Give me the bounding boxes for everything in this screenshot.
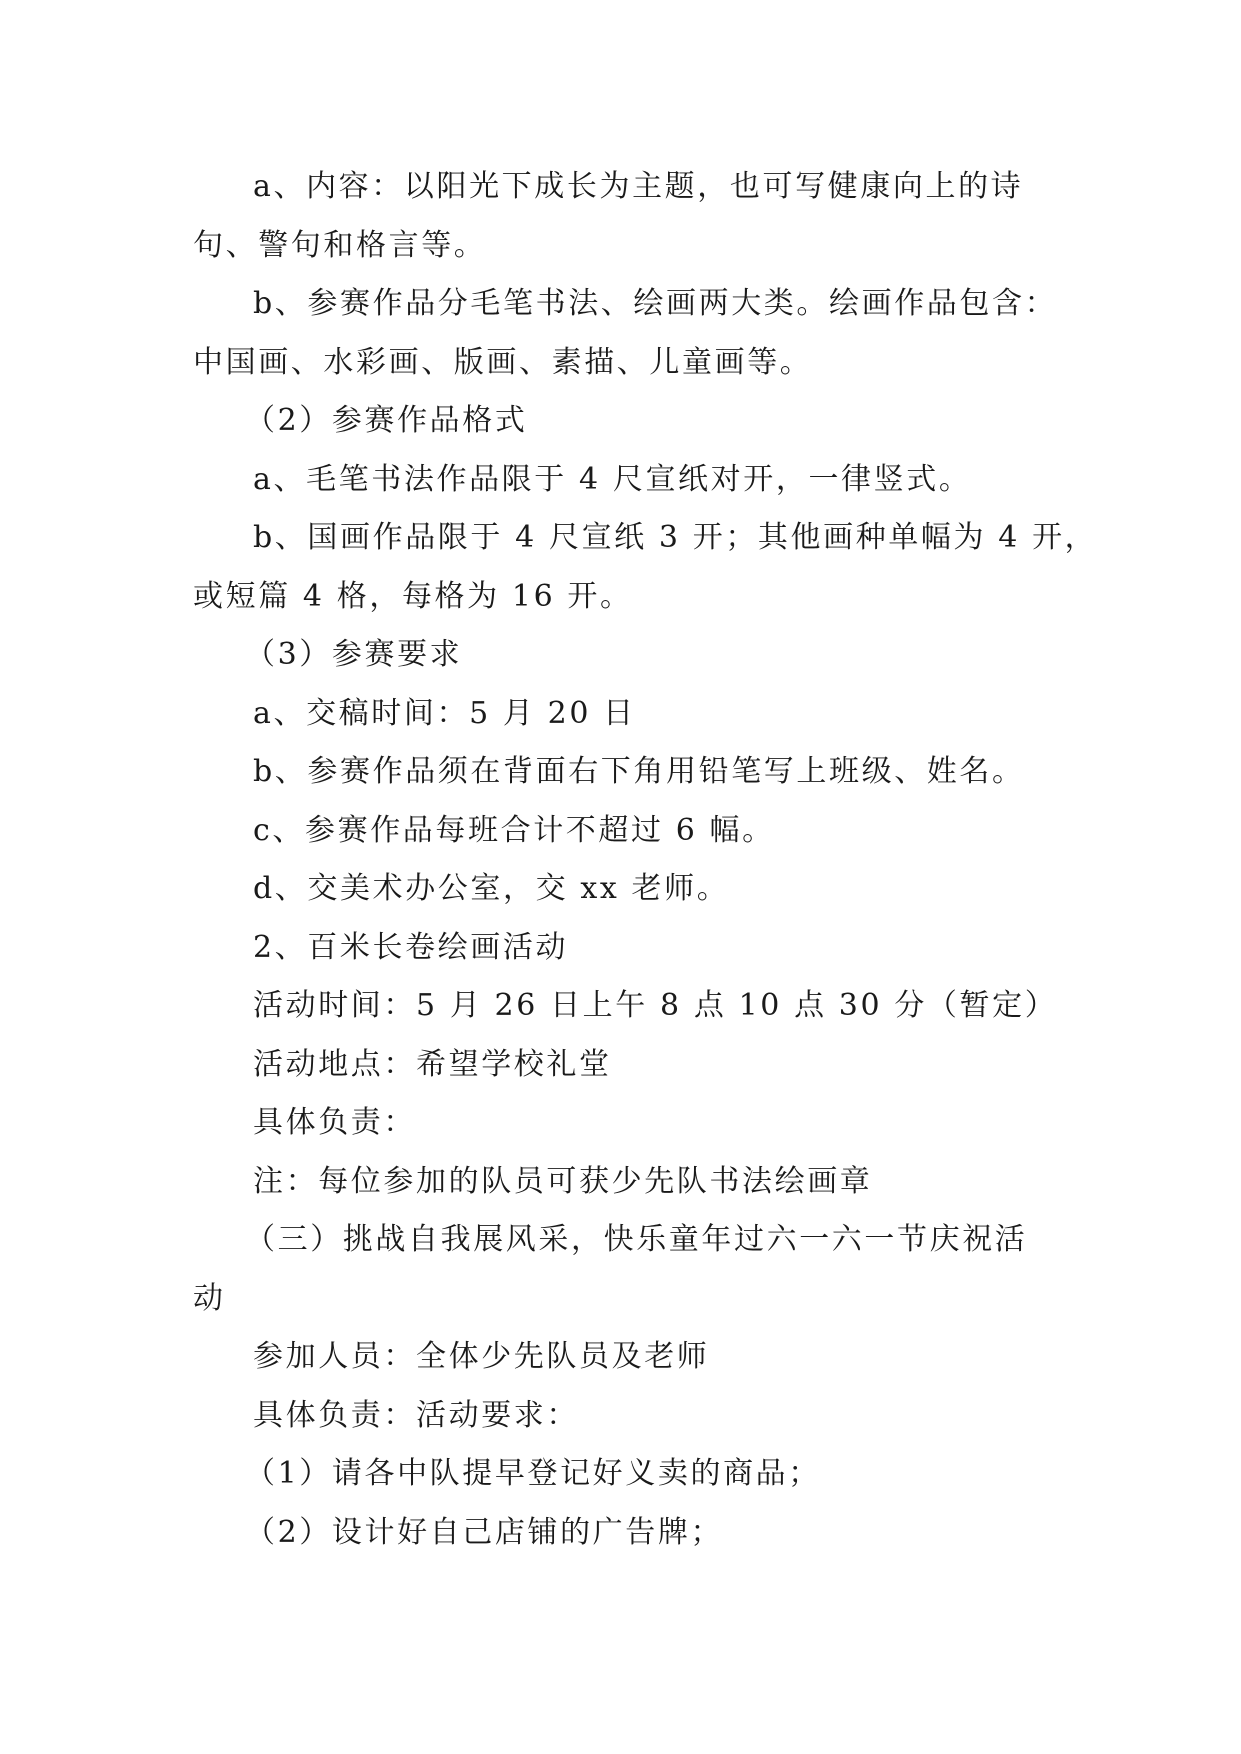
- paragraph-line: c、参赛作品每班合计不超过 6 幅。: [253, 812, 775, 848]
- paragraph-line: 注：每位参加的队员可获少先队书法绘画章: [253, 1163, 873, 1199]
- paragraph-line: （1）请各中队提早登记好义卖的商品；: [245, 1456, 821, 1491]
- paragraph-line: b、参赛作品分毛笔书法、绘画两大类。绘画作品包含：: [253, 286, 1058, 321]
- paragraph-line: 句、警句和格言等。: [193, 227, 487, 263]
- paragraph-line: 中国画、水彩画、版画、素描、儿童画等。: [193, 344, 813, 380]
- paragraph-line: 具体负责：: [253, 1105, 416, 1140]
- paragraph-line: a、毛笔书法作品限于 4 尺宣纸对开，一律竖式。: [253, 461, 972, 497]
- paragraph-line: 活动时间：5 月 26 日上午 8 点 10 点 30 分（暂定）: [253, 988, 1058, 1023]
- section-heading: （3）参赛要求: [245, 637, 463, 672]
- section-heading: （2）参赛作品格式: [245, 403, 528, 438]
- paragraph-line: 动: [193, 1280, 226, 1316]
- paragraph-line: 活动地点：希望学校礼堂: [253, 1046, 612, 1082]
- paragraph-line: a、交稿时间：5 月 20 日: [253, 695, 636, 731]
- paragraph-line: （2）设计好自己店铺的广告牌；: [245, 1514, 724, 1550]
- section-heading: （三）挑战自我展风采，快乐童年过六一六一节庆祝活: [245, 1222, 1028, 1257]
- paragraph-line: 或短篇 4 格，每格为 16 开。: [193, 578, 633, 614]
- paragraph-line: 参加人员：全体少先队员及老师: [253, 1339, 710, 1374]
- paragraph-line: d、交美术办公室，交 xx 老师。: [253, 871, 730, 906]
- paragraph-line: b、国画作品限于 4 尺宣纸 3 开；其他画种单幅为 4 开，: [253, 520, 1098, 555]
- paragraph-line: a、内容：以阳光下成长为主题，也可写健康向上的诗: [253, 169, 1024, 204]
- paragraph-line: b、参赛作品须在背面右下角用铅笔写上班级、姓名。: [253, 754, 1025, 789]
- paragraph-line: 具体负责：活动要求：: [253, 1397, 579, 1433]
- document-body: [193, 158, 1098, 1562]
- section-heading: 2、百米长卷绘画活动: [253, 929, 569, 965]
